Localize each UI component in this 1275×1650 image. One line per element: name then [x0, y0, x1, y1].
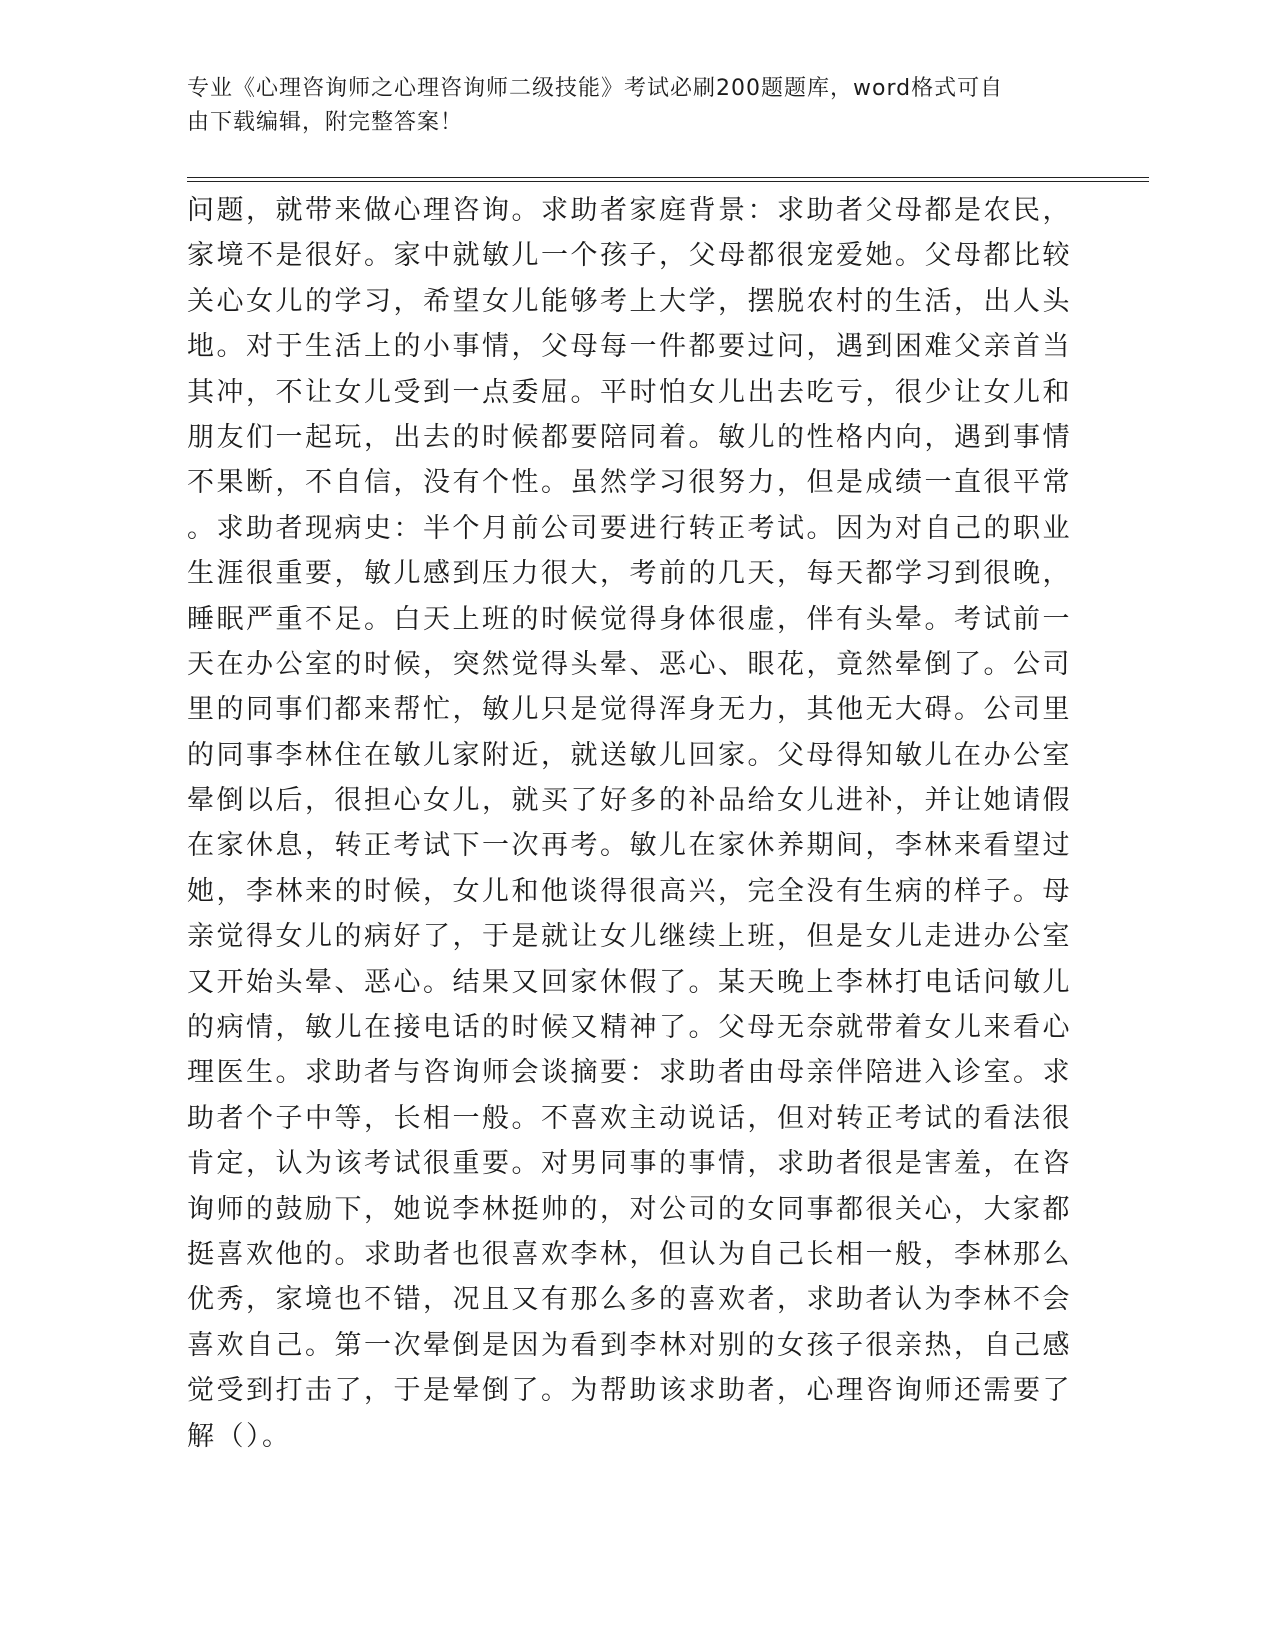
body-line: 其冲，不让女儿受到一点委屈。平时怕女儿出去吃亏，很少让女儿和 — [187, 376, 1072, 408]
body-line: 家境不是很好。家中就敏儿一个孩子，父母都很宠爱她。父母都比较 — [187, 240, 1072, 272]
page-header — [187, 72, 1067, 140]
body-line: 解（）。 — [187, 1420, 292, 1452]
body-line: 生涯很重要，敏儿感到压力很大，考前的几天，每天都学习到很晚， — [187, 558, 1072, 590]
body-line: 在家休息，转正考试下一次再考。敏儿在家休养期间，李林来看望过 — [187, 830, 1072, 862]
body-line: 助者个子中等，长相一般。不喜欢主动说话，但对转正考试的看法很 — [187, 1102, 1072, 1134]
body-line: 肯定，认为该考试很重要。对男同事的事情，求助者很是害羞，在咨 — [187, 1148, 1072, 1180]
body-line: 询师的鼓励下，她说李林挺帅的，对公司的女同事都很关心，大家都 — [187, 1193, 1072, 1225]
body-line: 不果断，不自信，没有个性。虽然学习很努力，但是成绩一直很平常 — [187, 467, 1072, 499]
body-line: 睡眠严重不足。白天上班的时候觉得身体很虚，伴有头晕。考试前一 — [187, 603, 1072, 635]
header-line-2: 由下载编辑，附完整答案！ — [187, 110, 464, 135]
body-line: 又开始头晕、恶心。结果又回家休假了。某天晚上李林打电话问敏儿 — [187, 966, 1072, 998]
body-line: 亲觉得女儿的病好了，于是就让女儿继续上班，但是女儿走进办公室 — [187, 921, 1072, 953]
header-line-1: 专业《心理咨询师之心理咨询师二级技能》考试必刷200题题库，word格式可自 — [187, 76, 1004, 101]
question-body — [187, 188, 1072, 1459]
body-line: 关心女儿的学习，希望女儿能够考上大学，摆脱农村的生活，出人头 — [187, 285, 1072, 317]
body-line: 朋友们一起玩，出去的时候都要陪同着。敏儿的性格内向，遇到事情 — [187, 421, 1072, 453]
body-line: 地。对于生活上的小事情，父母每一件都要过问，遇到困难父亲首当 — [187, 331, 1072, 363]
body-line: 优秀，家境也不错，况且又有那么多的喜欢者，求助者认为李林不会 — [187, 1284, 1072, 1316]
body-line: 的同事李林住在敏儿家附近，就送敏儿回家。父母得知敏儿在办公室 — [187, 739, 1072, 771]
body-line: 觉受到打击了，于是晕倒了。为帮助该求助者，心理咨询师还需要了 — [187, 1375, 1072, 1407]
body-line: 理医生。求助者与咨询师会谈摘要：求助者由母亲伴陪进入诊室。求 — [187, 1057, 1072, 1089]
body-line: 里的同事们都来帮忙，敏儿只是觉得浑身无力，其他无大碍。公司里 — [187, 694, 1072, 726]
body-line: 她，李林来的时候，女儿和他谈得很高兴，完全没有生病的样子。母 — [187, 875, 1072, 907]
body-line: 喜欢自己。第一次晕倒是因为看到李林对别的女孩子很亲热，自己感 — [187, 1329, 1072, 1361]
body-line: 的病情，敏儿在接电话的时候又精神了。父母无奈就带着女儿来看心 — [187, 1012, 1072, 1044]
body-line: 晕倒以后，很担心女儿，就买了好多的补品给女儿进补，并让她请假 — [187, 785, 1072, 817]
header-divider-bottom — [187, 181, 1149, 182]
body-line: 挺喜欢他的。求助者也很喜欢李林，但认为自己长相一般，李林那么 — [187, 1238, 1072, 1270]
header-divider-top — [187, 177, 1149, 178]
body-line: 问题，就带来做心理咨询。求助者家庭背景：求助者父母都是农民， — [187, 195, 1072, 226]
body-line: 。求助者现病史：半个月前公司要进行转正考试。因为对自己的职业 — [187, 512, 1072, 544]
body-line: 天在办公室的时候，突然觉得头晕、恶心、眼花，竟然晕倒了。公司 — [187, 648, 1072, 680]
